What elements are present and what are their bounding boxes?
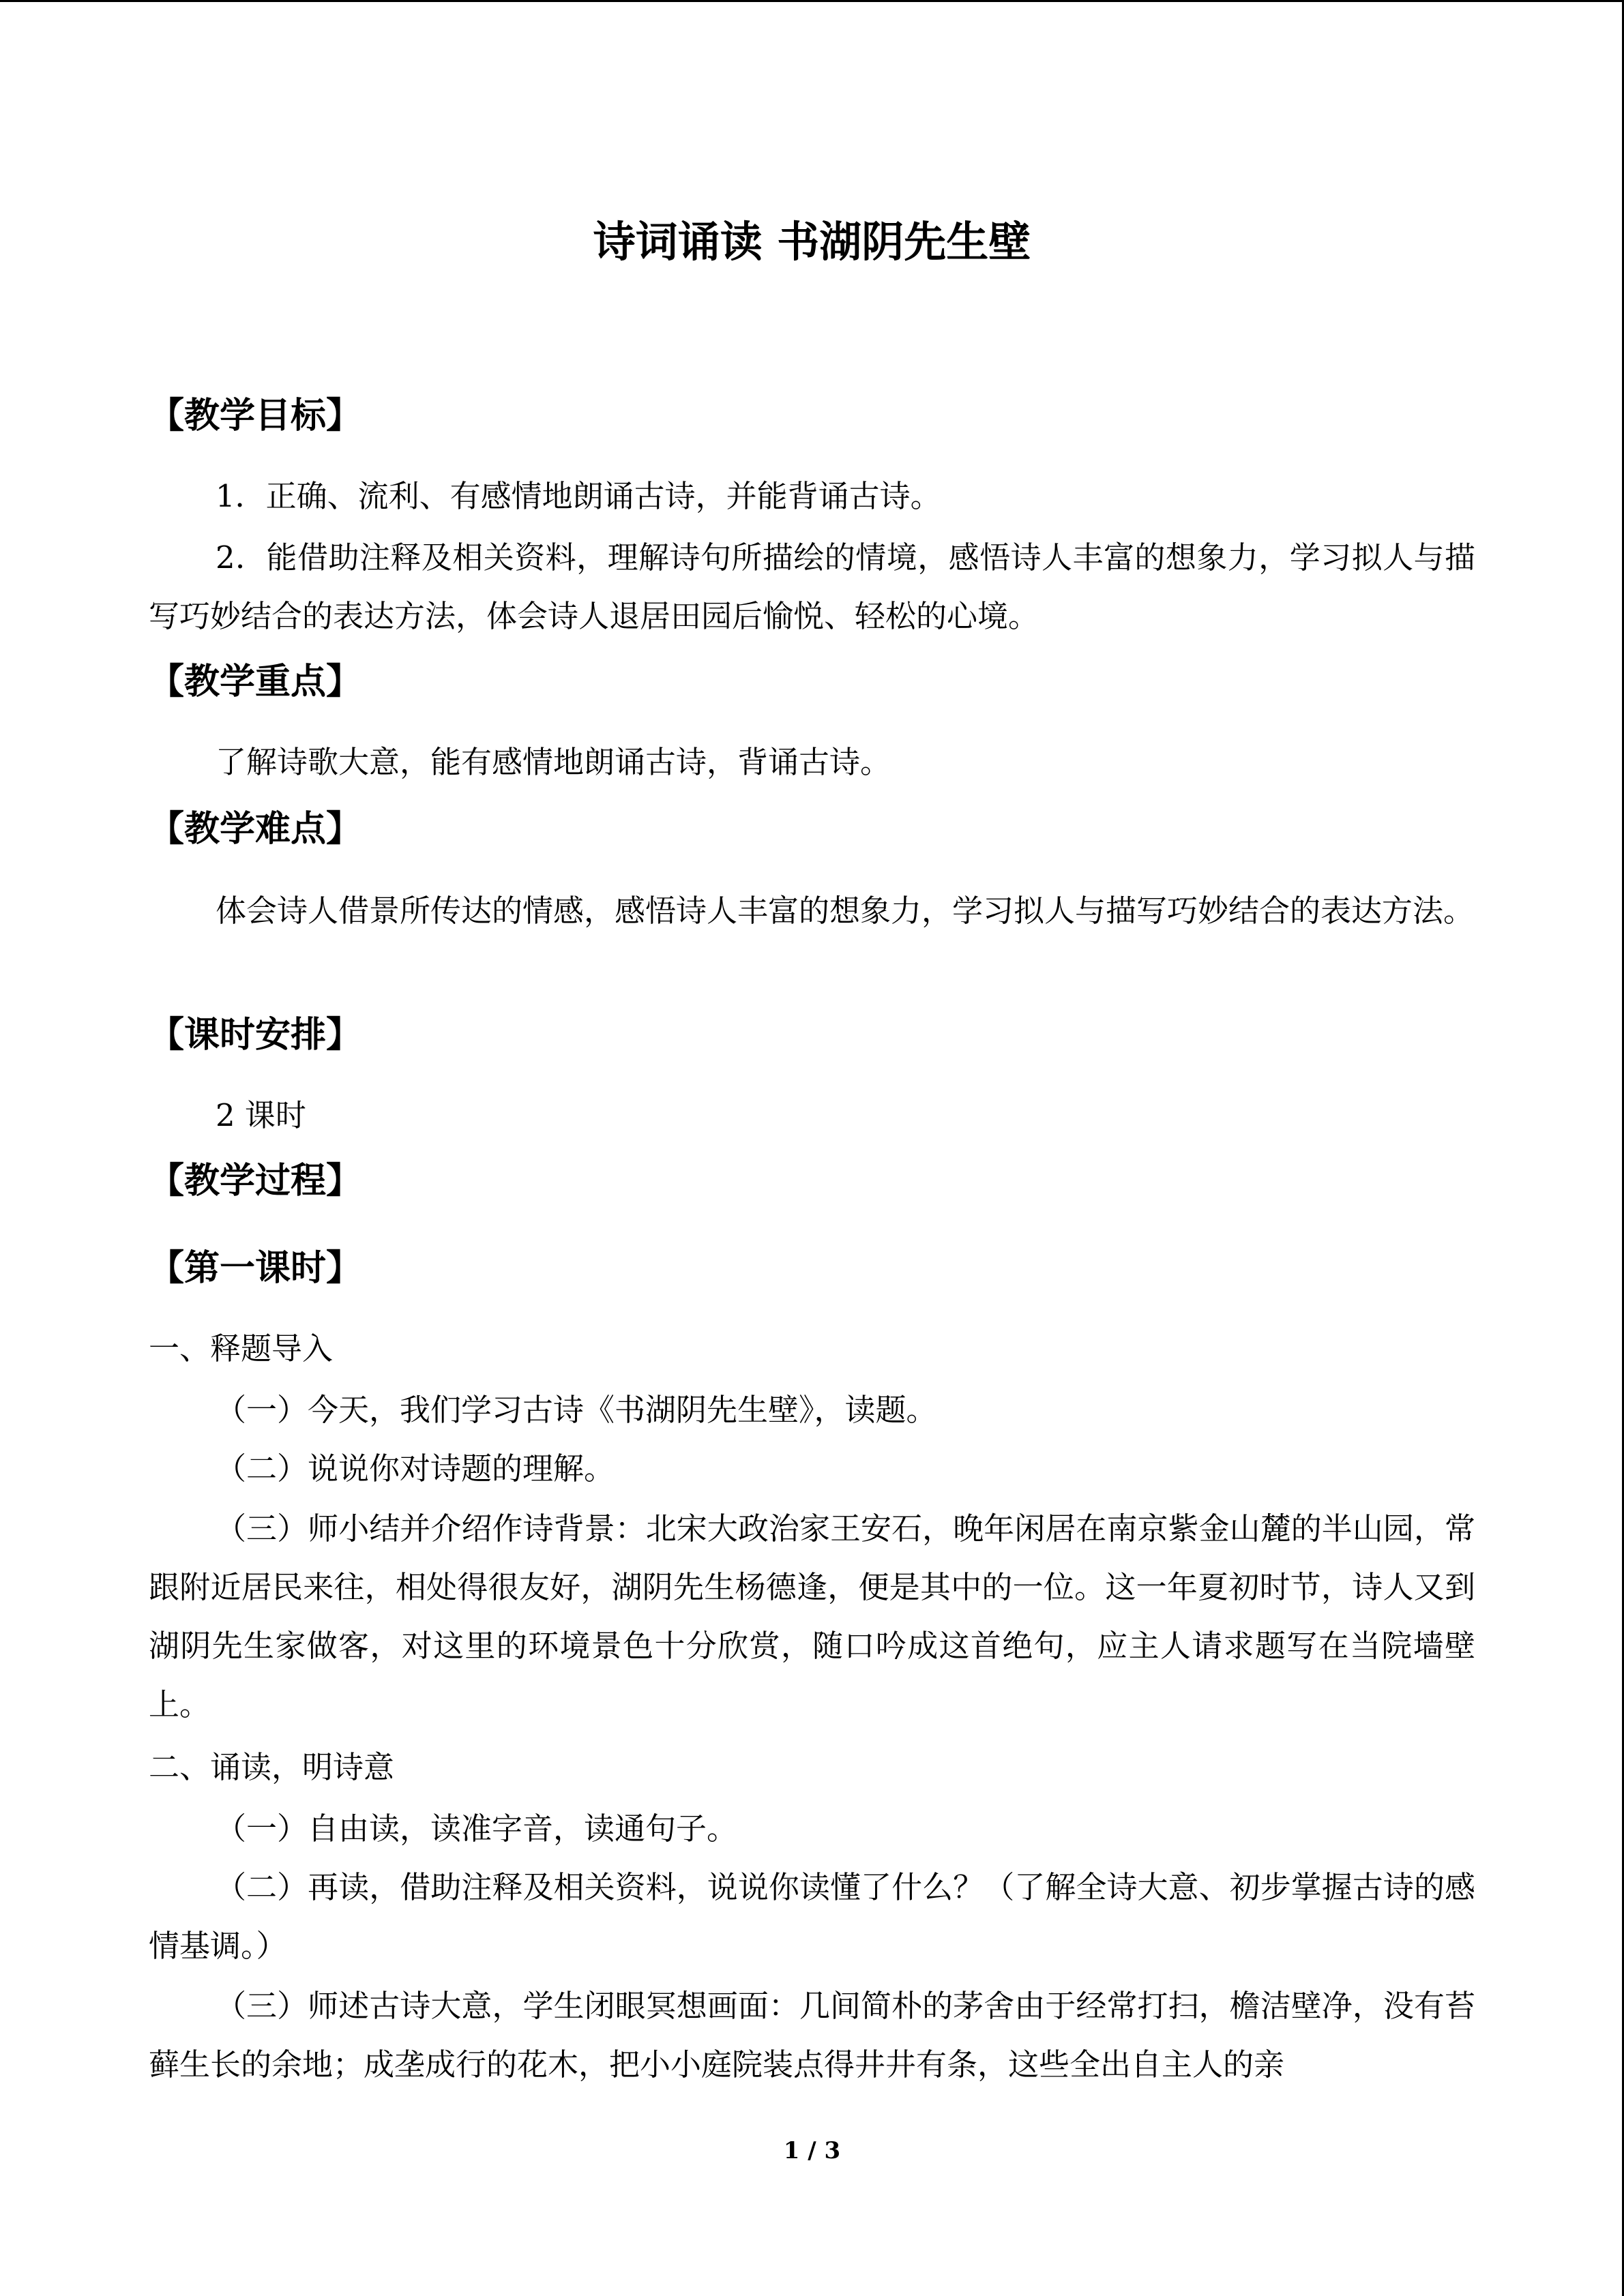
key-text: 了解诗歌大意，能有感情地朗诵古诗，背诵古诗。	[216, 744, 891, 780]
heading-lesson-one: 【第一课时】	[149, 1248, 362, 1289]
goal-item-1: 1．正确、流利、有感情地朗诵古诗，并能背诵古诗。	[216, 478, 941, 514]
heading-teaching-process: 【教学过程】	[149, 1161, 362, 1202]
heading-teaching-difficulty: 【教学难点】	[149, 809, 362, 850]
heading-schedule: 【课时安排】	[149, 1015, 362, 1056]
schedule-text: 2 课时	[216, 1097, 306, 1133]
part2-item-1: （一）自由读，读准字音，读通句子。	[216, 1810, 738, 1847]
heading-teaching-key: 【教学重点】	[149, 661, 362, 702]
difficulty-text: 体会诗人借景所传达的情感，感悟诗人丰富的想象力，学习拟人与描写巧妙结合的表达方法。	[216, 893, 1475, 929]
heading-teaching-goals: 【教学目标】	[149, 396, 362, 436]
page-number: 1 / 3	[783, 2137, 841, 2164]
part2-item-3: （三）师述古诗大意，学生闭眼冥想画面：几间简朴的茅舍由于经常打扫，檐洁壁净，没有苔藓生长的余地；成垄成行的花木，把小小庭院装点得井井有条，这些全出自主人的亲	[149, 1988, 1475, 2083]
part1-title: 一、释题导入	[149, 1330, 334, 1367]
goal-item-2: 2．能借助注释及相关资料，理解诗句所描绘的情境，感悟诗人丰富的想象力，学习拟人与描写巧妙结合的表达方法，体会诗人退居田园后愉悦、轻松的心境。	[149, 539, 1475, 634]
part2-item-2: （二）再读，借助注释及相关资料，说说你读懂了什么？（了解全诗大意、初步掌握古诗的感情基调。）	[149, 1869, 1475, 1964]
page-title: 诗词诵读 书湖阴先生壁	[593, 217, 1031, 267]
part2-title: 二、诵读，明诗意	[149, 1749, 395, 1785]
part1-item-2: （二）说说你对诗题的理解。	[216, 1450, 615, 1487]
part1-item-3: （三）师小结并介绍作诗背景：北宋大政治家王安石，晚年闲居在南京紫金山麓的半山园，常跟附近居民来往，相处得很友好，湖阴先生杨德逢，便是其中的一位。这一年夏初时节，诗人又到湖阴先生家做客，对这里的环境景色十分欣赏，随口吟成这首绝句，应主人请求题写在当院墙壁上。	[149, 1510, 1475, 1723]
part1-item-1: （一）今天，我们学习古诗《书湖阴先生壁》，读题。	[216, 1392, 937, 1428]
